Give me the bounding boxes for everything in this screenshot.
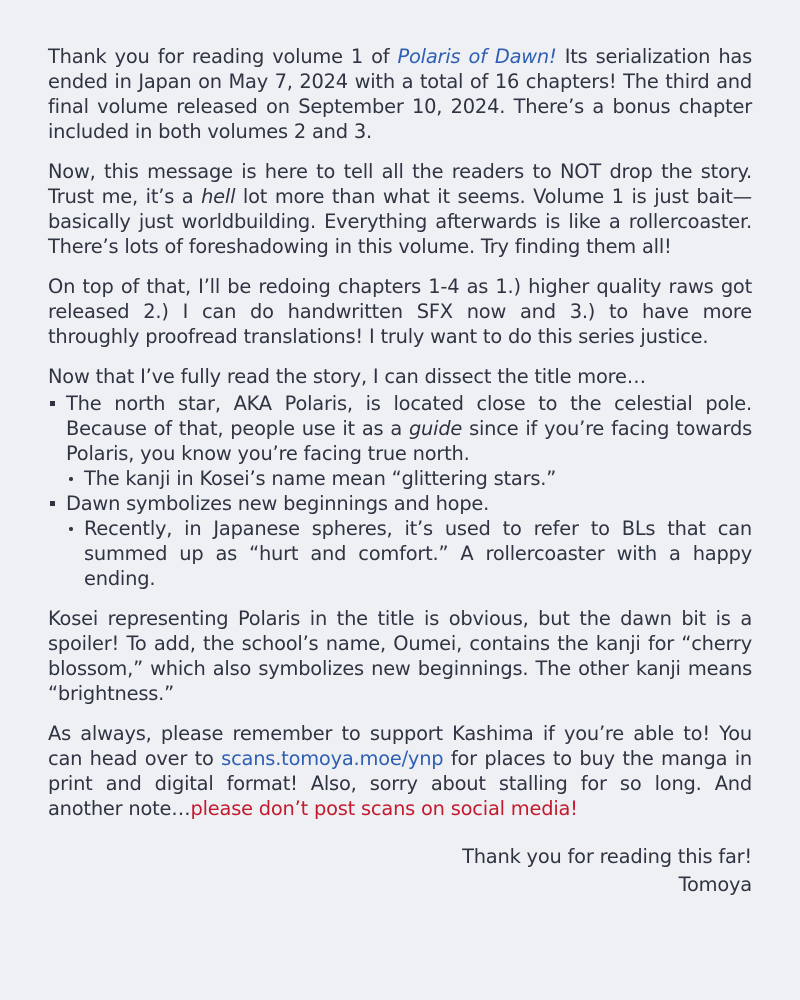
paragraph-text: for places to buy the manga in print and digital format! Also, sorry about stalling for so long. And another note… (48, 747, 752, 820)
paragraph-serialization (48, 44, 752, 144)
paragraph-support (48, 721, 752, 821)
list-item-text: since if you’re facing towards Polaris, you know you’re facing true north. (66, 417, 752, 465)
closing-thanks: Thank you for reading this far! (462, 845, 752, 868)
list-item-dawn (48, 491, 752, 591)
paragraph-dont-drop (48, 159, 752, 259)
series-title: Polaris of Dawn! (397, 45, 557, 68)
list-item-text: The north star, AKA Polaris, is located close to the celestial pole. Because of that, people use it as a (66, 392, 752, 440)
list-item-polaris (48, 391, 752, 491)
title-meaning-list (48, 391, 752, 591)
signature-block (48, 843, 752, 899)
sub-list-item-kanji: The kanji in Kosei’s name mean “glittering stars.” (66, 466, 752, 491)
paragraph-text: Now, this message is here to tell all the readers to NOT drop the story. Trust me, it’s a (48, 160, 752, 208)
sub-list (66, 516, 752, 591)
list-item-text: Dawn symbolizes new beginnings and hope. (66, 492, 490, 515)
paragraph-text: As always, please remember to support Kashima if you’re able to! You can head over to (48, 722, 752, 770)
paragraph-text: Its serialization has ended in Japan on May 7, 2024 with a total of 16 chapters! The third and final volume released on September 10, 2024. There’s a bonus chapter included in both volumes 2 and 3. (48, 45, 753, 143)
paragraph-redo-chapters: On top of that, I’ll be redoing chapters 1-4 as 1.) higher quality raws got released 2.) I can do handwritten SFX now and 3.) to have more throughly proofread translations! I truly want to do this series justice. (48, 275, 752, 348)
author-name: Tomoya (678, 873, 752, 896)
sub-list (66, 466, 752, 491)
paragraph-title-intro: Now that I’ve fully read the story, I can dissect the title more… (48, 365, 646, 388)
scans-link[interactable]: scans.tomoya.moe/ynp (221, 747, 444, 770)
emphasis-text: hell (201, 185, 236, 208)
emphasis-text: guide (408, 417, 463, 440)
sub-list-item-hurt-comfort: Recently, in Japanese spheres, it’s used to refer to BLs that can summed up as “hurt and comfort.” A rollercoaster with a happy ending. (66, 516, 752, 591)
paragraph-spoiler: Kosei representing Polaris in the title is obvious, but the dawn bit is a spoiler! To add, the school’s name, Oumei, contains the kanji for “cherry blossom,” which also symbolizes new beginnings. The other kanji means “brightness.” (48, 607, 752, 705)
paragraph-text: lot more than what it seems. Volume 1 is just bait—basically just worldbuilding. Everything afterwards is like a rollercoaster. There’s lots of foreshadowing in this volume. Try finding them all! (48, 185, 752, 258)
warning-text: please don’t post scans on social media! (190, 797, 578, 820)
paragraph-text: Thank you for reading volume 1 of (48, 45, 398, 68)
